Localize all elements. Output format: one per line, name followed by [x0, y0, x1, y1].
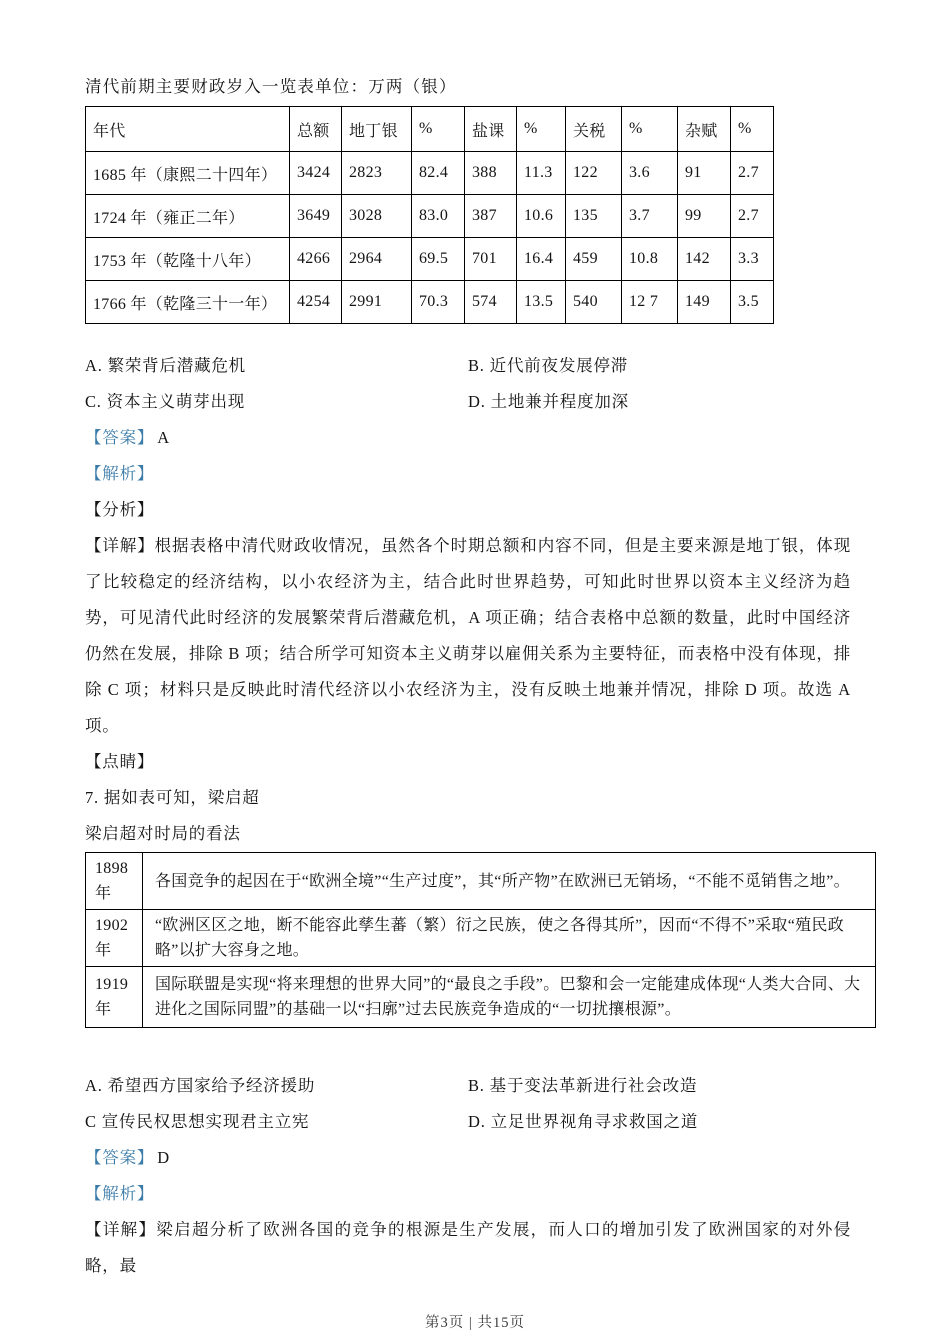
- fiscal-table-title: 清代前期主要财政岁入一览表单位：万两（银）: [85, 77, 457, 96]
- cell: 12 7: [622, 281, 678, 324]
- cell: 3.6: [622, 152, 678, 195]
- q6-fenxi-label: 【分析】: [85, 500, 155, 519]
- cell: 11.3: [517, 152, 566, 195]
- col-header: 关税: [566, 107, 622, 152]
- q6-option-d: D. 土地兼并程度加深: [468, 392, 629, 411]
- cell-view-text: 国际联盟是实现“将来理想的世界大同”的“最良之手段”。巴黎和会一定能建成体现“人类大合同、大进化之国际同盟”的基础一以“扫廓”过去民族竞争造成的“一切扰攘根源”。: [143, 967, 876, 1028]
- q6-dianjing-label: 【点睛】: [85, 752, 155, 771]
- cell: 701: [465, 238, 517, 281]
- q7-option-d: D. 立足世界视角寻求救国之道: [468, 1112, 699, 1131]
- q6-answer-line: [85, 420, 875, 456]
- cell: 2823: [342, 152, 412, 195]
- cell: 3424: [290, 152, 342, 195]
- table-row: [86, 853, 876, 910]
- table-row: [86, 195, 774, 238]
- cell: 135: [566, 195, 622, 238]
- cell: 83.0: [412, 195, 465, 238]
- page-number-footer: 第3页 | 共15页: [425, 1315, 525, 1331]
- fiscal-table: [85, 106, 774, 324]
- cell: 388: [465, 152, 517, 195]
- answer-value: A: [157, 428, 170, 447]
- col-header: 杂赋: [678, 107, 731, 152]
- cell: 70.3: [412, 281, 465, 324]
- cell: 82.4: [412, 152, 465, 195]
- cell: 10.6: [517, 195, 566, 238]
- col-header: %: [517, 107, 566, 152]
- cell: 99: [678, 195, 731, 238]
- q7-answer-line: [85, 1140, 875, 1176]
- col-header: %: [622, 107, 678, 152]
- q6-detail-paragraph: 【详解】根据表格中清代财政收情况，虽然各个时期总额和内容不同，但是主要来源是地丁银，体现了比较稳定的经济结构，以小农经济为主，结合此时世界趋势，可知此时世界以资本主义经济为趋势，可见清代此时经济的发展繁荣背后潜藏危机，A 项正确；结合表格中总额的数量，此时中国经济仍然在发展，排除 B 项；结合所学可知资本主义萌芽以雇佣关系为主要特征，而表格中没有体现，排除 C 项；材料只是反映此时清代经济以小农经济为主，没有反映土地兼并情况，排除 D 项。故选 A 项。: [85, 536, 851, 735]
- answer-label: 【答案】: [85, 428, 155, 447]
- cell: 3028: [342, 195, 412, 238]
- cell-year: [86, 910, 143, 967]
- table-row: [86, 152, 774, 195]
- cell: 10.8: [622, 238, 678, 281]
- cell: 3.7: [622, 195, 678, 238]
- q7-option-a: A. 希望西方国家给予经济援助: [85, 1076, 316, 1095]
- col-header: %: [731, 107, 774, 152]
- col-header: 地丁银: [342, 107, 412, 152]
- cell-year: 1766 年（乾隆三十一年）: [86, 281, 290, 324]
- q6-option-b: B. 近代前夜发展停滞: [468, 356, 629, 375]
- cell: 459: [566, 238, 622, 281]
- cell: 540: [566, 281, 622, 324]
- q7-table-subtitle: 梁启超对时局的看法: [85, 824, 241, 843]
- q6-option-a: A. 繁荣背后潜藏危机: [85, 356, 246, 375]
- q6-options: [85, 348, 875, 420]
- col-header: %: [412, 107, 465, 152]
- cell-year: 1753 年（乾隆十八年）: [86, 238, 290, 281]
- cell-view-text: 各国竞争的起因在于“欧洲全境”“生产过度”，其“所产物”在欧洲已无销场，“不能不觅销售之地”。: [143, 853, 876, 910]
- q7-detail-paragraph: 【详解】梁启超分析了欧洲各国的竞争的根源是生产发展，而人口的增加引发了欧洲国家的对外侵略，最: [85, 1220, 851, 1275]
- cell: 574: [465, 281, 517, 324]
- cell: 2.7: [731, 195, 774, 238]
- cell-year: [86, 853, 143, 910]
- table-row: [86, 967, 876, 1028]
- cell: 142: [678, 238, 731, 281]
- cell-year: [86, 967, 143, 1028]
- cell: 91: [678, 152, 731, 195]
- q7-option-b: B. 基于变法革新进行社会改造: [468, 1076, 698, 1095]
- table-row: [86, 281, 774, 324]
- cell: 3.5: [731, 281, 774, 324]
- year-number: 1898: [95, 860, 129, 877]
- answer-value: D: [157, 1148, 170, 1167]
- cell: 2.7: [731, 152, 774, 195]
- col-header: 年代: [86, 107, 290, 152]
- cell: 69.5: [412, 238, 465, 281]
- cell-year: 1724 年（雍正二年）: [86, 195, 290, 238]
- cell: 4254: [290, 281, 342, 324]
- col-header: 总额: [290, 107, 342, 152]
- year-number: 1902: [95, 917, 129, 934]
- q7-jiexi-label: 【解析】: [85, 1184, 155, 1203]
- fiscal-table-header-row: [86, 107, 774, 152]
- cell-year: 1685 年（康熙二十四年）: [86, 152, 290, 195]
- cell: 387: [465, 195, 517, 238]
- year-number: 1919: [95, 976, 129, 993]
- cell: 16.4: [517, 238, 566, 281]
- cell: 3.3: [731, 238, 774, 281]
- cell: 149: [678, 281, 731, 324]
- col-header: 盐课: [465, 107, 517, 152]
- cell: 122: [566, 152, 622, 195]
- cell: 13.5: [517, 281, 566, 324]
- cell: 3649: [290, 195, 342, 238]
- cell: 4266: [290, 238, 342, 281]
- q6-option-c: C. 资本主义萌芽出现: [85, 392, 246, 411]
- cell-view-text: “欧洲区区之地，断不能容此孳生蕃（繁）衍之民族，使之各得其所”，因而“不得不”采取“殖民政略”以扩大容身之地。: [143, 910, 876, 967]
- q7-options: [85, 1068, 875, 1140]
- q7-question: 7. 据如表可知，梁启超: [85, 788, 260, 807]
- answer-label: 【答案】: [85, 1148, 155, 1167]
- year-suffix: 年: [95, 885, 112, 902]
- table-row: [86, 910, 876, 967]
- year-suffix: 年: [95, 1001, 112, 1018]
- cell: 2964: [342, 238, 412, 281]
- q6-jiexi-label: 【解析】: [85, 464, 155, 483]
- q7-option-c: C 宣传民权思想实现君主立宪: [85, 1112, 310, 1131]
- liangqichao-table: [85, 852, 876, 1028]
- year-suffix: 年: [95, 942, 112, 959]
- table-row: [86, 238, 774, 281]
- cell: 2991: [342, 281, 412, 324]
